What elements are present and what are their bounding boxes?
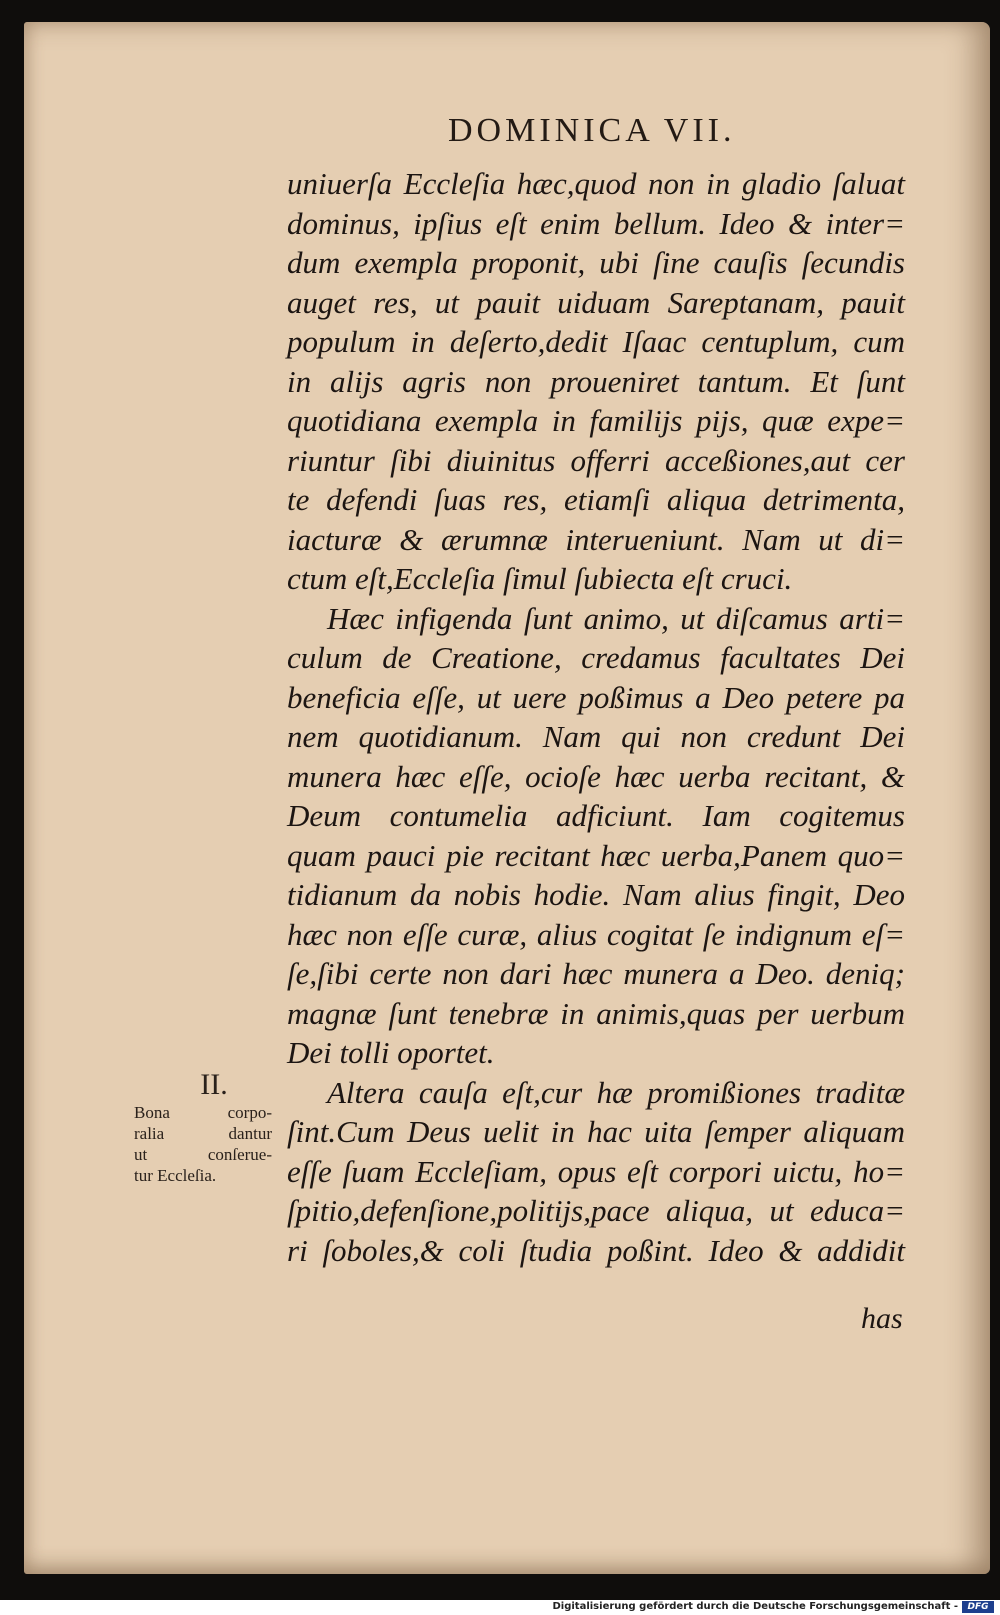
text-line: Altera cauſa eſt,cur hæ promißiones traditæ — [327, 1074, 905, 1110]
text-line: ſint.Cum Deus uelit in hac uita ſemper aliquam — [287, 1114, 905, 1149]
text-line: uniuerſa Eccleſia hæc,quod non in gladio ſaluat — [287, 166, 905, 201]
text-line: tidianum da nobis hodie. Nam alius fingit, Deo — [287, 877, 905, 912]
text-line: iacturæ & ærumnæ interueniunt. Nam ut di= — [287, 521, 905, 557]
margin-numeral: II. — [200, 1068, 228, 1101]
text-line: nem quotidianum. Nam qui non credunt Dei — [287, 719, 905, 754]
text-line: riuntur ſibi diuinitus offerri acceßiones,aut cer — [287, 442, 905, 478]
catchword: has — [861, 1302, 903, 1335]
running-head: DOMINICA VII. — [448, 112, 736, 149]
margin-note-line: Bona corpo- — [134, 1103, 272, 1122]
text-line: auget res, ut pauit uiduam Sareptanam, pauit — [287, 284, 905, 320]
text-line: dominus, ipſius eſt enim bellum. Ideo & inter= — [287, 205, 905, 241]
text-line: eſſe ſuam Eccleſiam, opus eſt corpori uictu, ho= — [287, 1153, 905, 1189]
text-line: hæc non eſſe curæ, alius cogitat ſe indignum eſ= — [287, 916, 905, 952]
body-text — [287, 164, 905, 1270]
text-line: ri ſoboles,& coli ſtudia poßint. Ideo & addidit — [287, 1232, 905, 1268]
text-line: Hæc infigenda ſunt animo, ut diſcamus arti= — [327, 600, 905, 636]
text-line: culum de Creatione, credamus facultates Dei — [287, 640, 905, 675]
text-line: quam pauci pie recitant hæc uerba,Panem quo= — [287, 837, 905, 873]
text-line: magnæ ſunt tenebræ in animis,quas per uerbum — [287, 995, 905, 1031]
text-line: te defendi ſuas res, etiamſi aliqua detrimenta, — [287, 482, 905, 517]
text-line: ſpitio,defenſione,politijs,pace aliqua, ut educa= — [287, 1193, 905, 1228]
text-line: Deum contumelia adficiunt. Iam cogitemus — [287, 798, 905, 833]
text-line: dum exempla proponit, ubi ſine cauſis ſecundis — [287, 245, 905, 280]
text-line: Dei tolli oportet. — [287, 1035, 495, 1070]
margin-note — [134, 1068, 272, 1186]
text-line: ſe,ſibi certe non dari hæc munera a Deo. deniq; — [287, 956, 905, 991]
text-line: populum in deſerto,dedit Iſaac centuplum, cum — [287, 324, 905, 359]
text-line: quotidiana exempla in familijs pijs, quæ expe= — [287, 403, 905, 438]
text-line: in alijs agris non proueniret tantum. Et ſunt — [287, 363, 905, 399]
dfg-logo-icon: DFG — [962, 1601, 994, 1613]
text-line: munera hæc eſſe, ocioſe hæc uerba recitant, & — [287, 758, 905, 794]
text-line: beneficia eſſe, ut uere poßimus a Deo petere pa — [287, 679, 905, 715]
footer-credit: Digitalisierung gefördert durch die Deutsche Forschungsgemeinschaft - — [552, 1601, 958, 1612]
margin-note-line: ralia dantur — [134, 1124, 272, 1143]
footer-bar — [0, 1600, 1000, 1615]
margin-note-line: tur Eccleſia. — [134, 1166, 217, 1185]
margin-note-line: ut conſerue- — [134, 1145, 272, 1164]
text-line: ctum eſt,Eccleſia ſimul ſubiecta eſt cruci. — [287, 561, 793, 596]
